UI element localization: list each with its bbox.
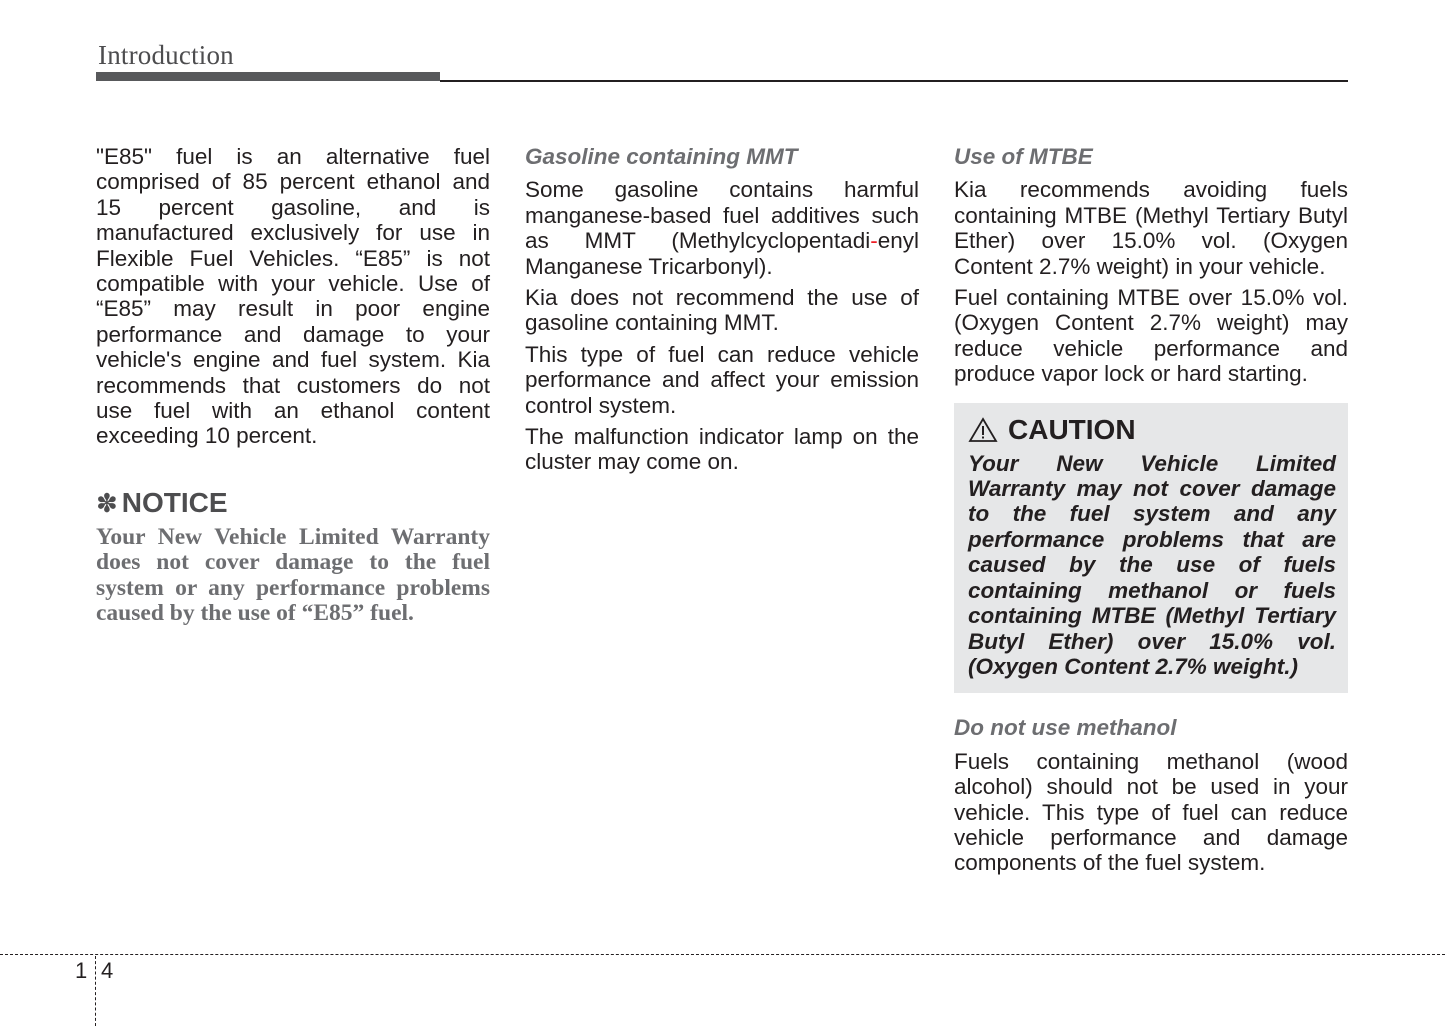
footer-divider (95, 956, 96, 1026)
e85-paragraph: "E85" fuel is an alternative fuel comprised of 85 percent ethanol and 15 percent gasoline, and is manufactured exclusively for use in Flexible Fuel Vehicles. “E85” is not compatible with your vehicle. Use of “E85” may result in poor engine performance and damage to your vehicle's engine and fuel system. Kia recommends that customers do not use fuel with an ethanol content exceeding 10 percent. (96, 144, 490, 449)
methanol-heading: Do not use methanol (954, 715, 1177, 741)
notice-star-icon: ✽ (96, 487, 118, 518)
section-title: Introduction (98, 40, 234, 70)
notice-title: NOTICE (121, 486, 228, 518)
mmt-p1-text-b: enyl Manganese Tricarbonyl). (525, 228, 919, 279)
mmt-paragraph-2: Kia does not recommend the use of gasoline containing MMT. (525, 285, 919, 336)
chapter-number: 1 (75, 958, 88, 983)
header-bar (96, 72, 440, 81)
footer-rule (0, 954, 1445, 955)
header-rule (440, 80, 1348, 82)
notice-text: Your New Vehicle Limited Warranty does not cover damage to the fuel system or any performance problems caused by the use of “E85” fuel. (96, 523, 490, 627)
warning-triangle-icon (968, 417, 998, 443)
column-middle (525, 144, 919, 481)
caution-text: Your New Vehicle Limited Warranty may not cover damage to the fuel system and any performance problems that are caused by the use of fuels containing methanol or fuels containing MTBE (Methyl Tertiary Butyl Ether) over 15.0% vol. (Oxygen Content 2.7% weight.) (968, 450, 1336, 679)
mmt-p1-hyphen: - (870, 228, 878, 254)
page-number: 4 (101, 958, 114, 983)
mtbe-heading: Use of MTBE (954, 144, 1093, 169)
column-left (96, 144, 490, 627)
mmt-paragraph-4: The malfunction indicator lamp on the cluster may come on. (525, 424, 919, 475)
mmt-paragraph-3: This type of fuel can reduce vehicle performance and affect your emission control system. (525, 341, 919, 418)
methanol-paragraph: Fuels containing methanol (wood alcohol) should not be used in your vehicle. This type of fuel can reduce vehicle performance and damage components of the fuel system. (954, 748, 1348, 876)
mmt-heading: Gasoline containing MMT (525, 144, 798, 169)
column-right (954, 144, 1348, 882)
mtbe-paragraph-1: Kia recommends avoiding fuels containing MTBE (Methyl Tertiary Butyl Ether) over 15.0% vol. (Oxygen Content 2.7% weight) in your vehicle. (954, 177, 1348, 279)
caution-box (954, 403, 1348, 694)
caution-title: CAUTION (1008, 413, 1136, 445)
mmt-paragraph-1 (525, 177, 919, 279)
notice-heading (96, 487, 490, 519)
caution-heading (968, 413, 1336, 447)
mtbe-paragraph-2: Fuel containing MTBE over 15.0% vol. (Oxygen Content 2.7% weight) may reduce vehicle performance and produce vapor lock or hard starting. (954, 285, 1348, 387)
mmt-p1-text-a: Some gasoline contains harmful manganese-based fuel additives such as MMT (Methylcyclopentadi (525, 177, 919, 254)
